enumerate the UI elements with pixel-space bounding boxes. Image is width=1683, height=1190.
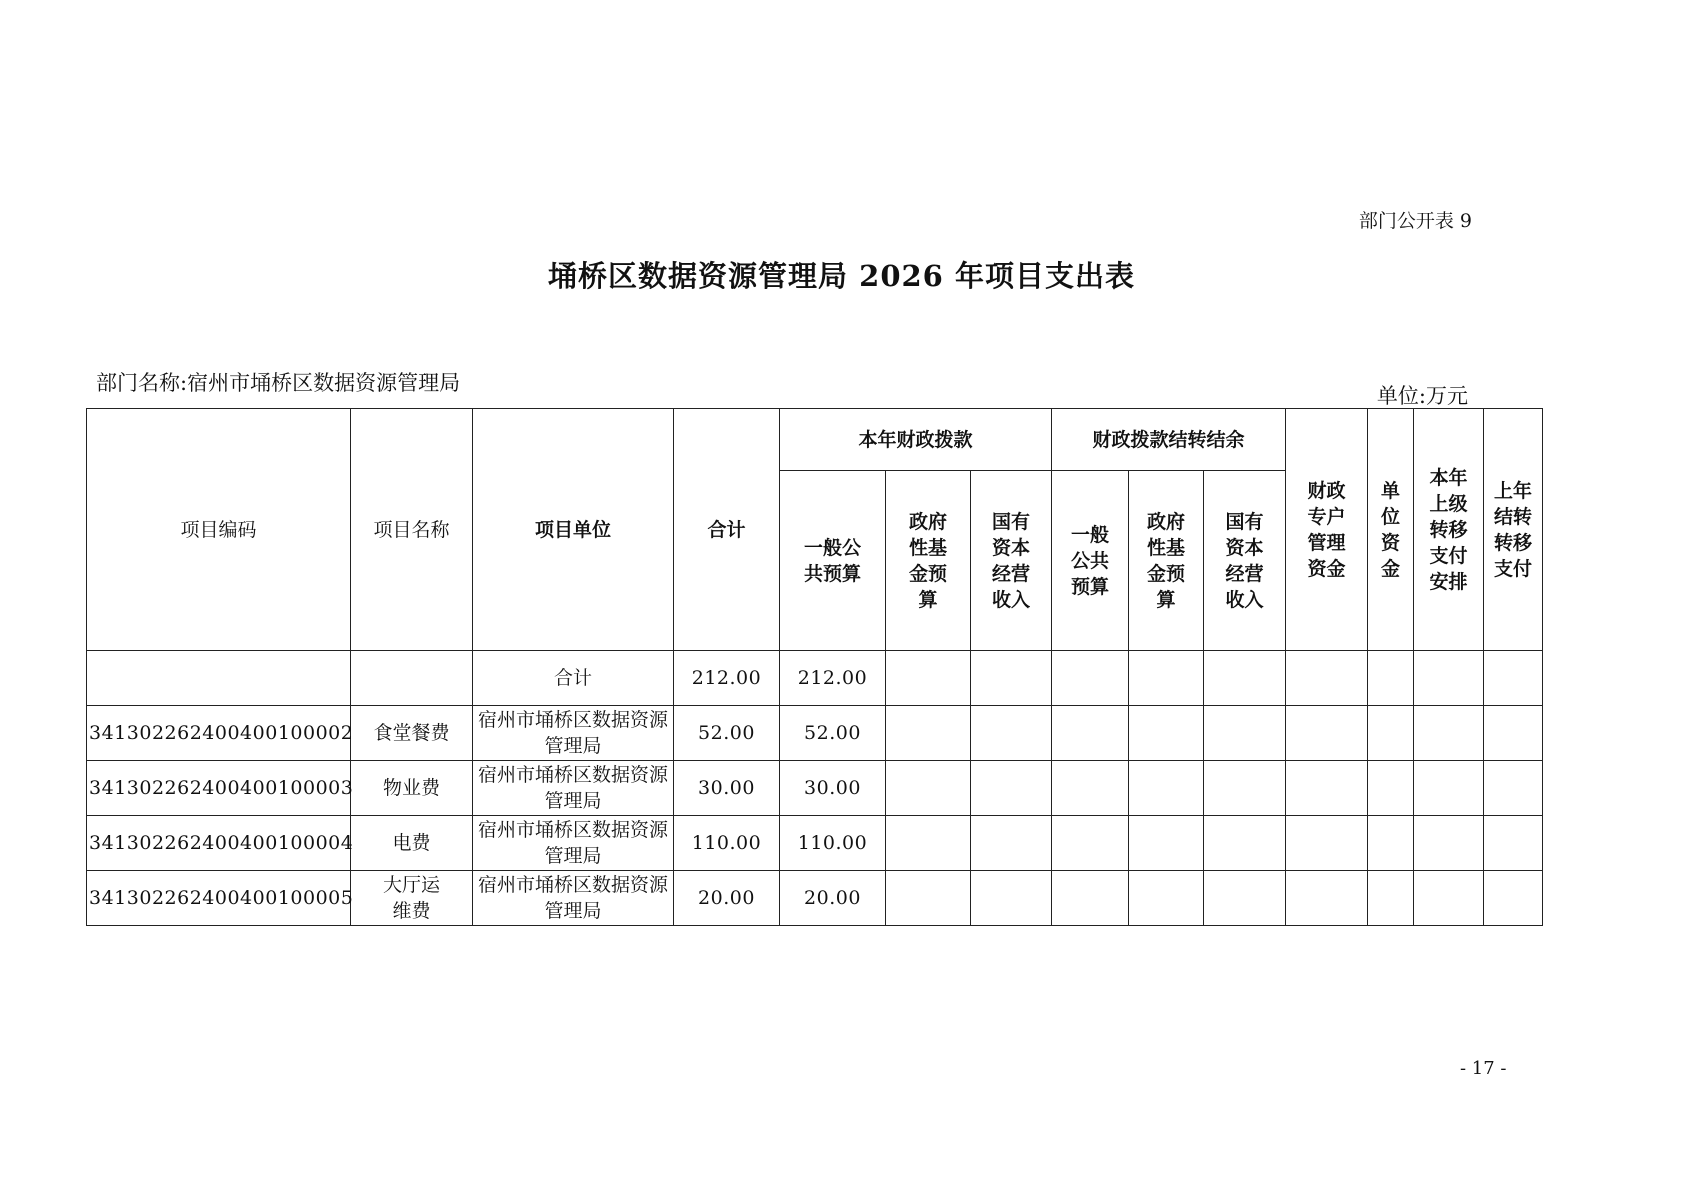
empty-cell [1129, 761, 1204, 816]
header-row-1 [87, 409, 1543, 471]
col-total-header: 合计 [674, 409, 780, 651]
empty-cell [1052, 761, 1129, 816]
col-prev-transfer-header [1484, 409, 1543, 651]
col-carry-state-header [1204, 471, 1286, 651]
col-unit-funds-label: 单位资金 [1381, 479, 1401, 580]
empty-cell [1052, 706, 1129, 761]
empty-cell [1484, 816, 1543, 871]
col-upper-transfer-label: 本年上级转移支付安排 [1429, 466, 1468, 593]
project-expenditure-table [86, 408, 1543, 926]
project-name-label: 大厅运维费 [382, 874, 440, 922]
col-prev-transfer-label: 上年结转转移支付 [1494, 479, 1533, 580]
empty-cell [1484, 871, 1543, 926]
empty-cell [1286, 761, 1368, 816]
project-unit: 宿州市埇桥区数据资源管理局 [473, 761, 674, 816]
empty-cell [971, 816, 1052, 871]
project-name: 电费 [351, 816, 473, 871]
empty-cell [1484, 761, 1543, 816]
col-upper-transfer-header [1414, 409, 1484, 651]
empty-cell [886, 706, 971, 761]
table-row [87, 816, 1543, 871]
empty-cell [1129, 871, 1204, 926]
project-general: 52.00 [780, 706, 886, 761]
col-carry-state-label: 国有资本经营收入 [1225, 510, 1264, 611]
empty-cell [1368, 816, 1414, 871]
group-carry-header: 财政拨款结转结余 [1052, 409, 1286, 471]
col-cur-state-header [971, 471, 1052, 651]
project-general: 30.00 [780, 761, 886, 816]
page-title: 埇桥区数据资源管理局 2026 年项目支出表 [548, 259, 1135, 293]
empty-cell [971, 651, 1052, 706]
empty-cell [1286, 651, 1368, 706]
empty-cell [1484, 706, 1543, 761]
project-total: 20.00 [674, 871, 780, 926]
empty-cell [1414, 651, 1484, 706]
project-name: 食堂餐费 [351, 706, 473, 761]
department-name: 部门名称:宿州市埇桥区数据资源管理局 [96, 371, 461, 395]
col-carry-fund-label: 政府性基金预算 [1146, 510, 1185, 611]
project-name: 物业费 [351, 761, 473, 816]
project-total: 30.00 [674, 761, 780, 816]
project-general: 20.00 [780, 871, 886, 926]
empty-cell [886, 651, 971, 706]
empty-cell [1129, 706, 1204, 761]
empty-cell [1368, 761, 1414, 816]
col-cur-fund-header [886, 471, 971, 651]
col-cur-general-header [780, 471, 886, 651]
empty-cell [1286, 706, 1368, 761]
total-general: 212.00 [780, 651, 886, 706]
col-cur-general-label: 一般公共预算 [803, 536, 861, 585]
empty-cell [1052, 816, 1129, 871]
empty-cell [1204, 651, 1286, 706]
empty-cell [1052, 871, 1129, 926]
table-row [87, 871, 1543, 926]
empty-cell [971, 706, 1052, 761]
project-code: 341302262400400100003 [87, 761, 351, 816]
project-total: 52.00 [674, 706, 780, 761]
col-carry-general-label: 一般公共预算 [1070, 523, 1109, 598]
empty-cell [1368, 706, 1414, 761]
group-current-header: 本年财政拨款 [780, 409, 1052, 471]
project-unit: 宿州市埇桥区数据资源管理局 [473, 706, 674, 761]
total-name-cell [351, 651, 473, 706]
col-unit-header: 项目单位 [473, 409, 674, 651]
table-number: 部门公开表 9 [1358, 210, 1472, 232]
empty-cell [1129, 816, 1204, 871]
empty-cell [1484, 651, 1543, 706]
project-unit: 宿州市埇桥区数据资源管理局 [473, 816, 674, 871]
empty-cell [1368, 651, 1414, 706]
empty-cell [1414, 871, 1484, 926]
empty-cell [886, 816, 971, 871]
project-general: 110.00 [780, 816, 886, 871]
col-special-header [1286, 409, 1368, 651]
project-code: 341302262400400100002 [87, 706, 351, 761]
currency-unit: 单位:万元 [1376, 384, 1468, 408]
page-number: - 17 - [1460, 1058, 1507, 1079]
empty-cell [1204, 706, 1286, 761]
project-total: 110.00 [674, 816, 780, 871]
col-carry-fund-header [1129, 471, 1204, 651]
table-row [87, 706, 1543, 761]
total-label: 合计 [473, 651, 674, 706]
project-code: 341302262400400100005 [87, 871, 351, 926]
project-unit: 宿州市埇桥区数据资源管理局 [473, 871, 674, 926]
col-name-header: 项目名称 [351, 409, 473, 651]
empty-cell [1286, 816, 1368, 871]
table-row [87, 761, 1543, 816]
empty-cell [1286, 871, 1368, 926]
col-special-label: 财政专户管理资金 [1307, 479, 1346, 580]
empty-cell [1052, 651, 1129, 706]
total-row [87, 651, 1543, 706]
empty-cell [971, 871, 1052, 926]
col-carry-general-header [1052, 471, 1129, 651]
empty-cell [1368, 871, 1414, 926]
empty-cell [1414, 761, 1484, 816]
empty-cell [1414, 816, 1484, 871]
empty-cell [971, 761, 1052, 816]
project-name [351, 871, 473, 926]
empty-cell [1204, 871, 1286, 926]
col-cur-state-label: 国有资本经营收入 [991, 510, 1030, 611]
empty-cell [1414, 706, 1484, 761]
empty-cell [1129, 651, 1204, 706]
total-amount: 212.00 [674, 651, 780, 706]
total-code-cell [87, 651, 351, 706]
empty-cell [886, 871, 971, 926]
project-code: 341302262400400100004 [87, 816, 351, 871]
col-cur-fund-label: 政府性基金预算 [908, 510, 947, 611]
col-unit-funds-header [1368, 409, 1414, 651]
empty-cell [1204, 816, 1286, 871]
col-code-header: 项目编码 [87, 409, 351, 651]
empty-cell [886, 761, 971, 816]
empty-cell [1204, 761, 1286, 816]
